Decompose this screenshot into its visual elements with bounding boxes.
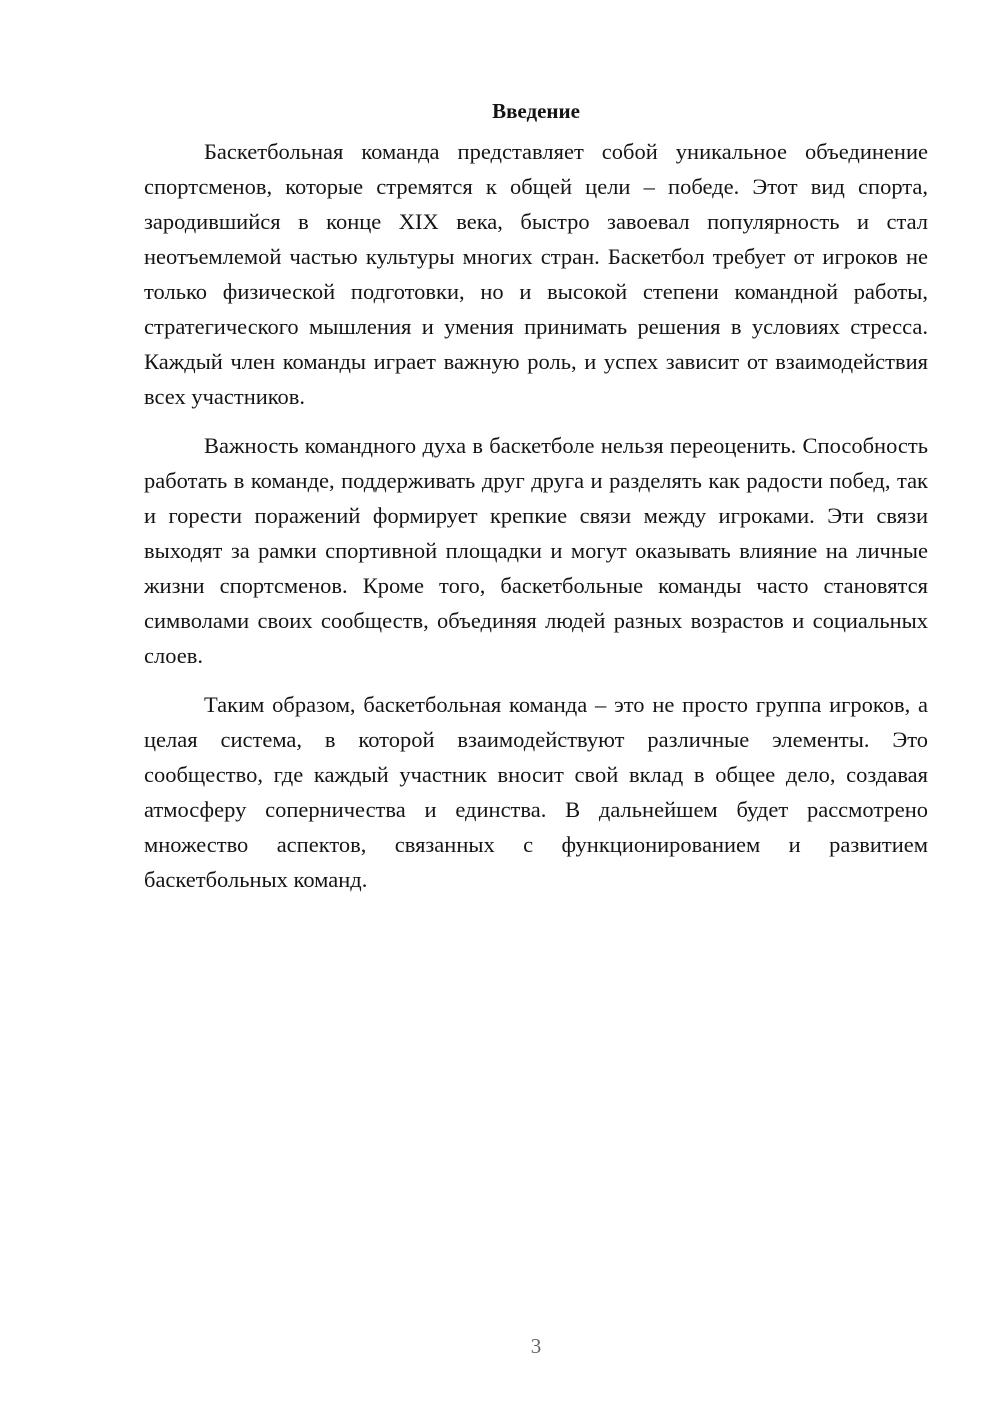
paragraph-2: Важность командного духа в баскетболе нельзя переоценить. Способность работать в команде, поддерживать друг друга и разделять как радости побед, так и горести поражений формирует крепкие связи между игроками. Эти связи выходят за рамки спортивной площадки и могут оказывать влияние на личные жизни спортсменов. Кроме того, баскетбольные команды часто становятся символами своих сообществ, объединяя людей разных возрастов и социальных слоев.: [144, 433, 928, 668]
paragraph-3: Таким образом, баскетбольная команда – это не просто группа игроков, а целая система, в которой взаимодействуют различные элементы. Это сообщество, где каждый участник вносит свой вклад в общее дело, создавая атмосферу соперничества и единства. В дальнейшем будет рассмотрено множество аспектов, связанных с функционированием и развитием баскетбольных команд.: [144, 692, 928, 892]
section-heading: Введение: [492, 99, 580, 123]
page-content: [144, 98, 928, 911]
page-number: 3: [530, 1334, 542, 1358]
paragraph-1: Баскетбольная команда представляет собой уникальное объединение спортсменов, которые стремятся к общей цели – победе. Этот вид спорта, зародившийся в конце XIX века, быстро завоевал популярность и стал неотъемлемой частью культуры многих стран. Баскетбол требует от игроков не только физической подготовки, но и высокой степени командной работы, стратегического мышления и умения принимать решения в условиях стресса. Каждый член команды играет важную роль, и успех зависит от взаимодействия всех участников.: [144, 139, 928, 409]
